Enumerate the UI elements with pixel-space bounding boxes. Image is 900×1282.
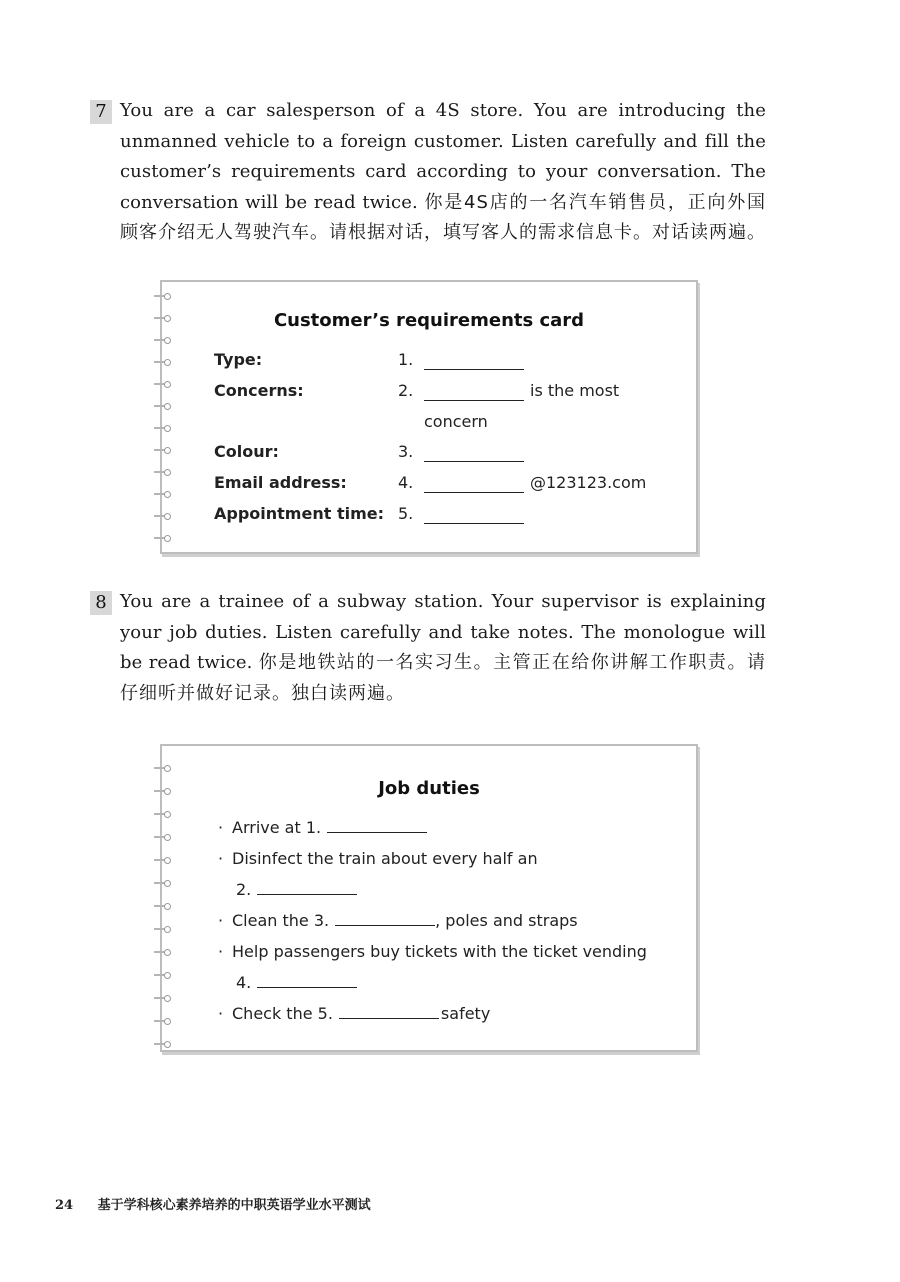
- email-domain: @123123.com: [530, 473, 647, 492]
- concerns-suffix-2: concern: [424, 412, 488, 431]
- blank-2[interactable]: [424, 400, 524, 401]
- duty-4: · Help passengers buy tickets with the ticket vending: [218, 942, 647, 961]
- blank-3[interactable]: [335, 911, 435, 926]
- page-footer: [55, 1194, 371, 1213]
- blank-1[interactable]: [327, 818, 427, 833]
- duty-1: · Arrive at 1.: [218, 818, 429, 837]
- blank-1[interactable]: [424, 369, 524, 370]
- question-8-english: You are a trainee of a subway station. Your supervisor is explaining your job duties. Listen carefully and take notes. The monologue will be read twice.: [120, 591, 766, 673]
- concerns-suffix: is the most: [530, 381, 620, 400]
- question-7-chinese: 你是4S店的一名汽车销售员，正向外国顾客介绍无人驾驶汽车。请根据对话，填写客人的需求信息卡。对话读两遍。: [120, 191, 766, 243]
- card-title: Customer’s requirements card: [273, 310, 585, 331]
- label-concerns: Concerns:: [214, 381, 304, 400]
- book-title: 基于学科核心素养培养的中职英语学业水平测试: [97, 1198, 371, 1213]
- question-8: [90, 587, 766, 709]
- question-7-english: You are a car salesperson of a 4S store. You are introducing the unmanned vehicle to a foreign customer. Listen carefully and fill the customer’s requirements card according to your conversation. The conversation will be read twice.: [120, 100, 766, 213]
- blank-2[interactable]: [257, 880, 357, 895]
- duty-3: · Clean the 3. , poles and straps: [218, 911, 578, 930]
- label-type: Type:: [214, 350, 263, 369]
- label-appointment: Appointment time:: [214, 504, 384, 523]
- duty-4-cont: 4.: [236, 973, 359, 992]
- blank-4[interactable]: [257, 973, 357, 988]
- number-3: 3.: [398, 442, 414, 461]
- question-7: [90, 96, 766, 249]
- card-title: Job duties: [378, 778, 480, 799]
- blank-3[interactable]: [424, 461, 524, 462]
- page-number: 24: [55, 1198, 74, 1213]
- duty-2: · Disinfect the train about every half an: [218, 849, 538, 868]
- label-colour: Colour:: [214, 442, 279, 461]
- duty-2-cont: 2.: [236, 880, 359, 899]
- number-1: 1.: [398, 350, 414, 369]
- number-4: 4.: [398, 473, 414, 492]
- blank-5[interactable]: [424, 523, 524, 524]
- number-2: 2.: [398, 381, 414, 400]
- blank-5[interactable]: [339, 1004, 439, 1019]
- blank-4[interactable]: [424, 492, 524, 493]
- question-7-text: [120, 96, 766, 249]
- question-number-7: 7: [90, 100, 112, 124]
- job-duties-card: [160, 744, 698, 1052]
- duty-5: · Check the 5. safety: [218, 1004, 491, 1023]
- question-8-text: [120, 587, 766, 709]
- requirements-card: [160, 280, 698, 554]
- question-number-8: 8: [90, 591, 112, 615]
- label-email: Email address:: [214, 473, 347, 492]
- question-8-chinese: 你是地铁站的一名实习生。主管正在给你讲解工作职责。请仔细听并做好记录。独白读两遍。: [120, 652, 766, 704]
- number-5: 5.: [398, 504, 414, 523]
